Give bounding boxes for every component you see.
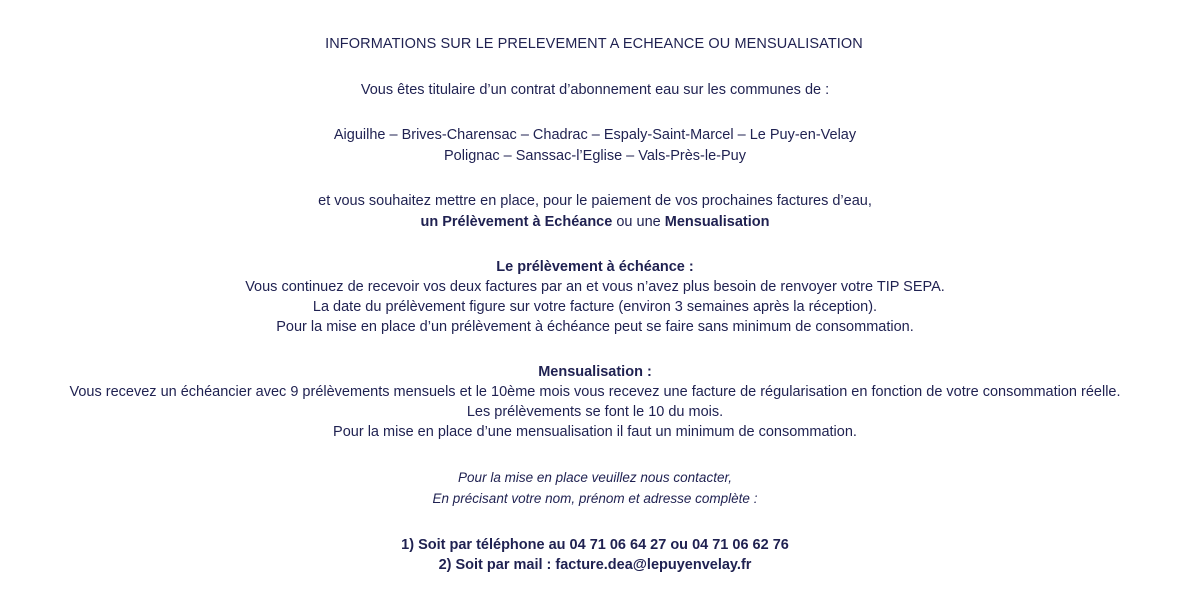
prelevement-line-3: Pour la mise en place d’un prélèvement à échéance peut se faire sans minimum de consommation. bbox=[276, 319, 914, 335]
option-prelevement: un Prélèvement à Echéance bbox=[420, 214, 613, 230]
contact-mail-line bbox=[0, 555, 1190, 575]
mensualisation-line-1: Vous recevez un échéancier avec 9 prélèvements mensuels et le 10ème mois vous recevez une facture de régularisation en fonction de votre consommation réelle. bbox=[69, 384, 1121, 400]
prelevement-line-1: Vous continuez de recevoir vos deux factures par an et vous n’avez plus besoin de renvoyer votre TIP SEPA. bbox=[245, 279, 945, 295]
mail-prefix: 2) Soit par mail : bbox=[438, 557, 556, 573]
mensualisation-line-3: Pour la mise en place d’une mensualisation il faut un minimum de consommation. bbox=[333, 424, 857, 440]
contact-line-2: En précisant votre nom, prénom et adresse complète : bbox=[432, 491, 758, 506]
mensualisation-line-2: Les prélèvements se font le 10 du mois. bbox=[466, 404, 724, 420]
intro-text: Vous êtes titulaire d’un contrat d’abonnement eau sur les communes de : bbox=[360, 82, 830, 98]
wish-line-1: et vous souhaitez mettre en place, pour le paiement de vos prochaines factures d’eau, bbox=[318, 193, 872, 209]
page-title: INFORMATIONS SUR LE PRELEVEMENT A ECHEANCE OU MENSUALISATION bbox=[325, 36, 863, 52]
option-connector: ou une bbox=[612, 214, 665, 230]
contact-phone: 1) Soit par téléphone au 04 71 06 64 27 ou 04 71 06 62 76 bbox=[401, 537, 789, 553]
prelevement-line-2: La date du prélèvement figure sur votre facture (environ 3 semaines après la réception). bbox=[312, 299, 878, 315]
contact-line-1: Pour la mise en place veuillez nous contacter, bbox=[458, 470, 732, 485]
communes-line-2: Polignac – Sanssac-l’Eglise – Vals-Près-le-Puy bbox=[444, 148, 746, 164]
communes-line-1: Aiguilhe – Brives-Charensac – Chadrac – Espaly-Saint-Marcel – Le Puy-en-Velay bbox=[333, 127, 857, 143]
mail-link[interactable]: facture.dea@lepuyenvelay.fr bbox=[555, 557, 752, 573]
option-mensualisation: Mensualisation bbox=[664, 214, 770, 230]
wish-line-2 bbox=[0, 212, 1190, 232]
prelevement-heading: Le prélèvement à échéance : bbox=[496, 259, 694, 275]
mensualisation-heading: Mensualisation : bbox=[538, 364, 652, 380]
